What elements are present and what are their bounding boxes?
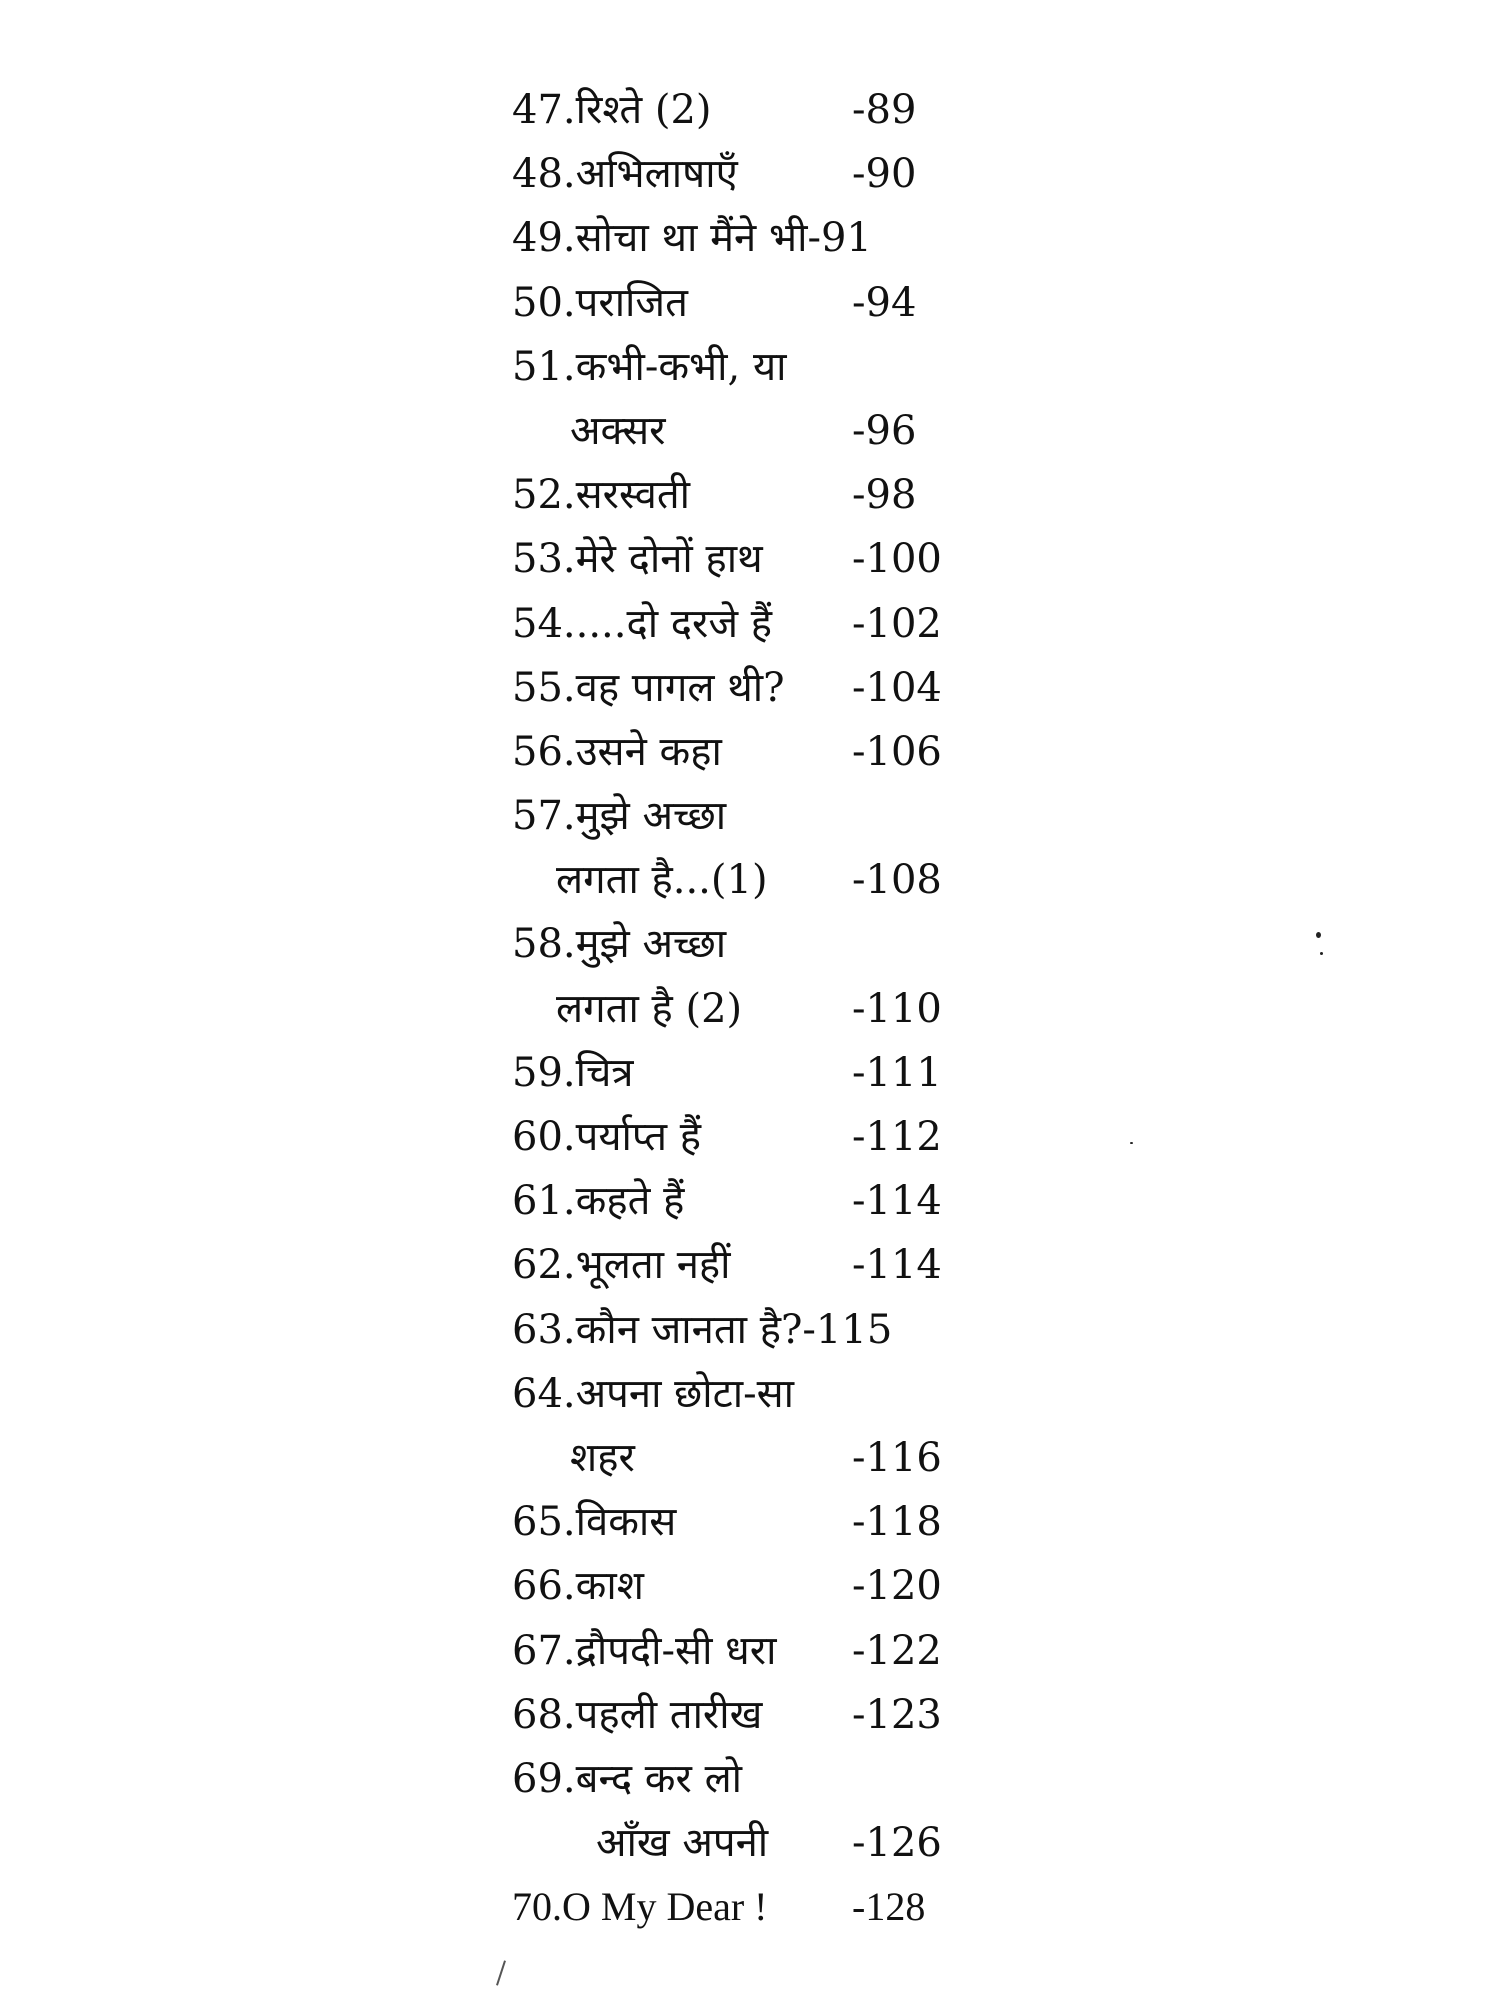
toc-page: -108 (852, 857, 942, 904)
toc-page: -122 (852, 1627, 942, 1674)
toc-entry-continuation (512, 399, 1032, 463)
toc-title: 53.मेरे दोनों हाथ (512, 536, 763, 583)
toc-page: -100 (852, 536, 942, 583)
toc-page: -120 (852, 1563, 942, 1610)
toc-page: -116 (852, 1434, 942, 1481)
toc-page: -98 (852, 472, 917, 519)
toc-page: -114 (852, 1178, 942, 1225)
toc-title: 65.विकास (512, 1499, 677, 1546)
table-of-contents (512, 78, 1032, 1939)
toc-entry (512, 784, 1032, 848)
toc-page: -112 (852, 1114, 942, 1160)
toc-title: 66.काश (512, 1563, 644, 1610)
toc-page: -114 (852, 1242, 942, 1289)
toc-entry (512, 1875, 1032, 1939)
toc-entry-continuation (512, 1426, 1032, 1490)
toc-entry (512, 1490, 1032, 1554)
toc-title: 49.सोचा था मैंने भी-91 (512, 215, 872, 262)
toc-entry-continuation (512, 848, 1032, 912)
toc-entry (512, 1554, 1032, 1618)
toc-title: 69.बन्द कर लो (512, 1755, 743, 1802)
toc-page: -126 (852, 1820, 942, 1867)
toc-entry (512, 206, 1032, 270)
toc-entry (512, 1169, 1032, 1233)
toc-title: 67.द्रौपदी-सी धरा (512, 1627, 777, 1674)
toc-entry-continuation (512, 977, 1032, 1041)
toc-page: -106 (852, 728, 942, 775)
toc-title: 62.भूलता नहीं (512, 1242, 731, 1289)
toc-title: 51.कभी-कभी, या (512, 343, 787, 390)
toc-title: 58.मुझे अच्छा (512, 921, 727, 968)
toc-page: -128 (852, 1884, 926, 1930)
toc-entry (512, 142, 1032, 206)
toc-title: 56.उसने कहा (512, 728, 722, 775)
toc-entry (512, 912, 1032, 976)
toc-title: आँख अपनी (596, 1820, 769, 1867)
toc-title: 54.....दो दरजे हैं (512, 600, 773, 647)
toc-page: -96 (852, 407, 917, 454)
toc-title: 48.अभिलाषाएँ (512, 151, 738, 198)
toc-title: लगता है (2) (556, 985, 743, 1032)
toc-title: 47.रिश्ते (2) (512, 87, 712, 133)
toc-title: 52.सरस्वती (512, 472, 690, 519)
toc-title: शहर (570, 1434, 635, 1481)
toc-entry (512, 335, 1032, 399)
toc-title: 50.पराजित (512, 279, 688, 326)
toc-entry (512, 1105, 1032, 1169)
toc-entry (512, 1233, 1032, 1297)
toc-entry (512, 463, 1032, 527)
toc-page: -104 (852, 664, 942, 711)
toc-title: 64.अपना छोटा-सा (512, 1370, 795, 1417)
toc-page: -111 (852, 1049, 942, 1096)
toc-entry (512, 656, 1032, 720)
scan-speck (1130, 1142, 1133, 1144)
toc-entry (512, 1298, 1032, 1362)
toc-entry (512, 592, 1032, 656)
toc-page: -102 (852, 600, 942, 647)
toc-page: -118 (852, 1499, 942, 1546)
scan-speck (1320, 952, 1323, 955)
toc-title: 61.कहते हैं (512, 1178, 685, 1225)
scan-mark (496, 1960, 506, 1985)
toc-title: 68.पहली तारीख (512, 1691, 763, 1738)
toc-page: -110 (852, 985, 942, 1032)
toc-title: 63.कौन जानता है?-115 (512, 1306, 893, 1353)
toc-page: -94 (852, 279, 917, 326)
toc-title: 70.O My Dear ! (512, 1884, 768, 1930)
toc-title: 59.चित्र (512, 1049, 634, 1096)
toc-title: 60.पर्याप्त हैं (512, 1114, 701, 1160)
toc-title: 57.मुझे अच्छा (512, 793, 727, 840)
toc-entry (512, 1683, 1032, 1747)
toc-title: अक्सर (570, 407, 666, 454)
toc-entry (512, 720, 1032, 784)
toc-title: लगता है...(1) (556, 857, 768, 904)
toc-page: -89 (852, 87, 917, 133)
toc-entry (512, 1362, 1032, 1426)
scan-speck (1316, 932, 1321, 938)
toc-page: -90 (852, 151, 917, 198)
toc-page: -123 (852, 1691, 942, 1738)
toc-entry (512, 1619, 1032, 1683)
toc-entry (512, 1041, 1032, 1105)
toc-entry (512, 527, 1032, 591)
toc-entry (512, 1747, 1032, 1811)
toc-title: 55.वह पागल थी? (512, 664, 785, 711)
toc-entry (512, 271, 1032, 335)
toc-entry (512, 78, 1032, 142)
toc-entry-continuation (512, 1811, 1032, 1875)
